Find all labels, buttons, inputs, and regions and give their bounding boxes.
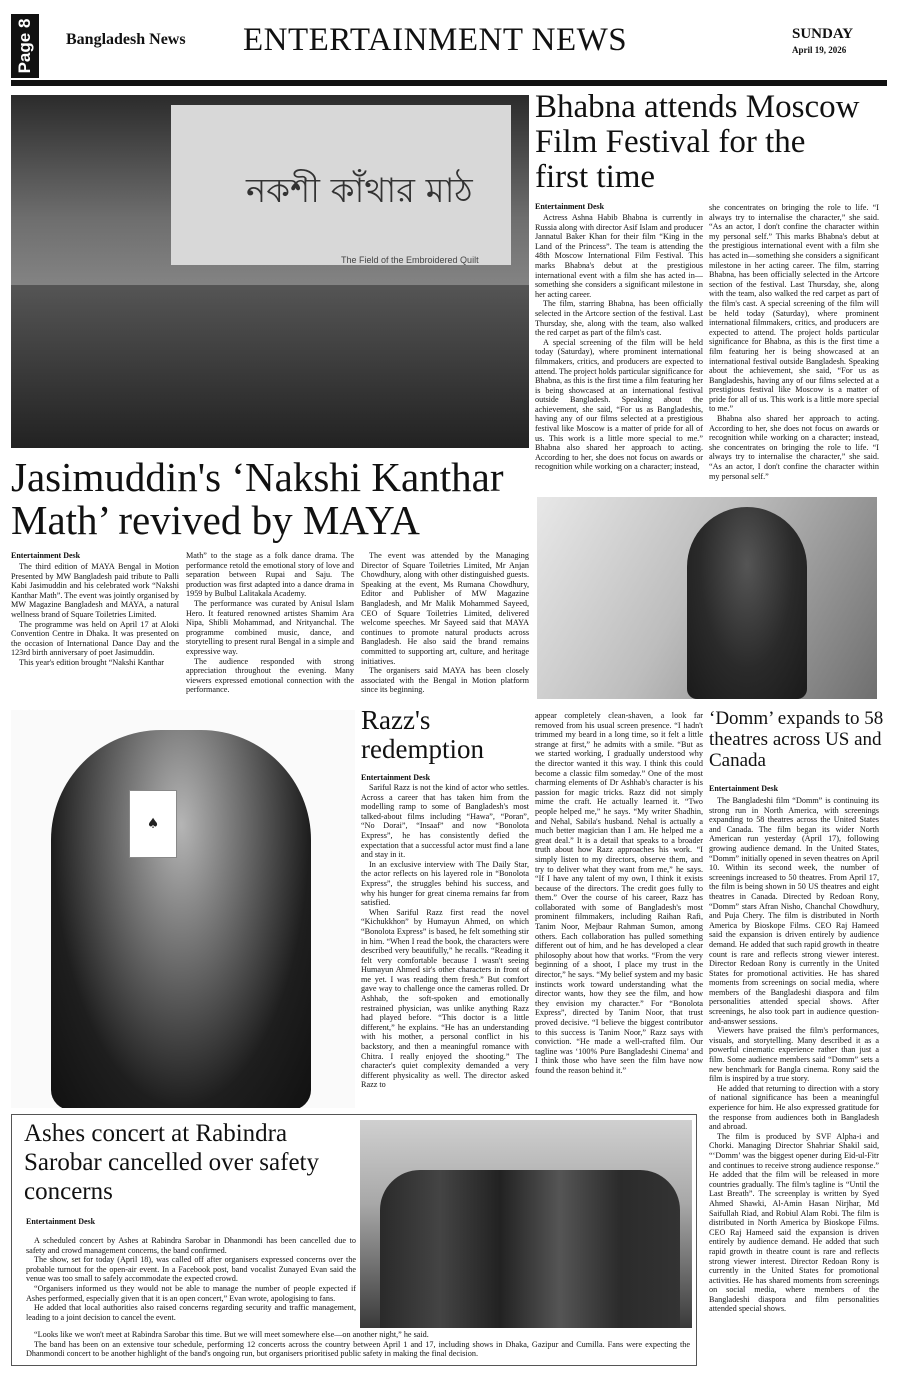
razz-col2 — [535, 711, 703, 1108]
maya-col1 — [11, 562, 179, 704]
maya-col3 — [361, 551, 529, 704]
maya-col2-p2: The performance was curated by Anisul Islam Hero. It featured renowned artistes Shamim Ara Nipa, Shibli Mohammad, and Nrityanchal. The programme combined music, dance, and storytelling to present rural Bengal in a simple and expressive way. — [186, 598, 354, 656]
bhabna-byline: Entertainment Desk — [535, 202, 605, 211]
ashes-p6: The band has been on an extensive tour schedule, performing 12 concerts across the country between April 1 and 17, including shows in Dhaka, Gazipur and Cumilla. Fans were expecting the Dhanmondi concert to be another highlight of the band's ongoing run, but organisers prioritised public safety in making the final decision. — [26, 1339, 690, 1359]
razz-byline: Entertainment Desk — [361, 773, 431, 782]
razz-figure — [51, 730, 311, 1108]
domm-p1: The Bangladeshi film “Domm” is continuing its strong run in North America, with screenings expanding to 58 theatres across the United States and Canada. The film began its wider North American run yesterday (April 17), following growing audience demand. In the United States, “Domm” initially opened in seven theatres on April 10. Within its second week, the number of screenings increased to 50 theatres. From April 17, the film is being shown in 50 US theatres and eight theatres in Canada. Directed by Redoan Rony, “Domm” stars Afran Nisho, Chanchal Chowdhury, and Puja Chery. The film is distributed in North America by Bioskope Films. CEO Raj Hameed said the expansion is driven entirely by audience demand. He added that such rapid growth in theatre count is rare and reflects strong viewer interest. Director Redoan Rony is currently in the United States for promotional activities. He has shared moments from screenings on social media, where members of the Bangladeshi diaspora and film personalities attended special shows. After screenings, he also took part in audience question-and-answer sessions. — [709, 796, 879, 1026]
bhabna-col1-p3: A special screening of the film will be held today (Saturday), where prominent international filmmakers, critics, and producers are expected to attend. The project holds particular significance for Bhabna, as this is the first time a film featuring her is being showcased at an international festival outside Bangladesh. Speaking about the achievement, she said, “For us as Bangladeshis, having any of our films selected at a prestigious festival like Moscow is a matter of pride for all of us. This work is a little more special to me.” Bhabna also shared her approach to acting. According to her, she does not focus on awards or recognition while working on a character; instead, — [535, 337, 703, 472]
razz-headline: Razz's redemption — [361, 705, 484, 764]
maya-col1-p3: This year's edition brought “Nakshi Kanthar — [19, 657, 164, 667]
issue-date: April 19, 2026 — [792, 45, 847, 55]
razz-photo — [11, 710, 355, 1108]
domm-p3: He added that returning to direction with a story of national significance has been a meaningful experience for him. He also expressed gratitude for the response from audiences both in Bangladesh and abroad. — [709, 1083, 879, 1132]
page-label — [11, 14, 39, 78]
bhabna-figure — [687, 507, 807, 699]
domm-p4: The film is produced by SVF Alpha-i and Chorki. Managing Director Shahriar Shakil said, “‘Domm’ was the biggest opener during Eid-ul-Fitr and continues to receive strong audience response.” He added that the film will be released in more countries gradually. The film's tagline is “Until the Last Breath”. The screenplay is written by Syed Ahmed Shawki, Al-Amin Hasan Nirjhar, Md Saifullah Riad, and Robiul Alam Robi. The film is distributed in North America by Bioskope Films. CEO Raj Hameed said the expansion is driven entirely by audience demand. He added that such rapid growth in theatre count is rare and reflects strong viewer interest. Director Redoan Rony is currently in the United States for promotional activities. He has shared moments from screenings on social media, where members of the Bangladeshi diaspora and film personalities attended special shows. — [709, 1131, 879, 1314]
maya-col1-p2: The programme was held on April 17 at Aloki Convention Centre in Dhaka. It was presented on the occasion of International Dance Day and the 123rd birth anniversary of poet Jasimuddin. — [11, 619, 179, 658]
maya-headline: Jasimuddin's ‘Nakshi Kanthar Math’ revived by MAYA — [11, 454, 504, 543]
band-members — [380, 1170, 680, 1328]
razz-col2-p1: appear completely clean-shaven, a look far removed from his usual screen presence. “I hadn't trimmed my beard in a long time, so it felt a little strange at first,” he admits with a smile. “But as we started working, I gradually understood why the director wanted it this way. I think this could become a classic film someday.” One of the most charming elements of Dr Ashhab's character is his passion for magic tricks. Razz did not simply mime the craft. He actually learned it. “Two people helped me,” he says. “My writer Shadhin, and Nehal, Sabila's husband. Nehal is actually a much better magician than I am. He helped me a great deal.” It is a detail that speaks to a broader truth about how Razz approaches his work. “I simply listen to my directors, observe them, and try to deliver what they want from me,” he says. “If I have any talent of my own, I think it exists because of the directors. The credit goes fully to them.” Over the course of his career, Razz has collaborated with some of Bangladesh's most prominent filmmakers, including Raihan Rafi, Tanim Noor, Mejbaur Rahman Sumon, among others. Each collaboration has pulled something different out of him, and he has developed a clear philosophy about how that works. “From the very beginning of a shoot, I place my trust in the director,” he says. “My belief system and my basic instincts work toward understanding what the director wants, how they see the film, and how they envision my character.” For “Bonolota Express”, directed by Tanim Noor, that trust proved decisive. “I believe the biggest contributor to this success is Tanim Noor,” Razz says with conviction. “He made a well-crafted film. Our tagline was ‘100% Pure Bangladeshi Cinema’ and I think those who have seen the film have now found the reason behind it.” — [535, 711, 703, 1075]
maya-col2-p1: Math” to the stage as a folk dance drama. The performance retold the emotional story of love and separation between Rupai and Saju. The production was first adapted into a dance drama in 1959 by Bulbul Lalitakala Academy. — [186, 551, 354, 599]
maya-col3-p1: The event was attended by the Managing Director of Square Toiletries Limited, Mr Anjan Chowdhury, along with other distinguished guests. Speaking at the event, Ms Rumana Chowdhury, Editor and Publisher of MW Magazine Bangladesh, and Mr Malik Mohammed Sayeed, CEO of Square Toiletries Limited, delivered welcome speeches. Mr Sayeed said that MAYA continues to promote natural products across Bangladesh. He also said the brand remains committed to supporting art, culture, and heritage initiatives. — [361, 551, 529, 666]
bhabna-col1-p2: The film, starring Bhabna, has been officially selected in the Artcore section of the festival. Last Thursday, she, along with the team, also walked the red carpet as part of the film's cast. — [535, 299, 703, 338]
ashes-p2: The show, set for today (April 18), was called off after organisers expressed concerns over the probable turnout for the open-air event. In a Facebook post, band vocalist Zunayed Evan said the venue was too small to safely accommodate the expected crowd. — [26, 1255, 356, 1284]
paper-name: Bangladesh News — [66, 31, 186, 48]
playing-card: ♠ — [129, 790, 177, 858]
masthead-rule — [11, 80, 887, 86]
performers-silhouette — [11, 285, 529, 448]
bhabna-photo — [537, 497, 877, 699]
ashes-p3: “Organisers informed us they would not be able to manage the number of people expected if Ashes performed, especially given that it is an open concert,” Evan wrote, apologising to fans. — [26, 1283, 356, 1303]
maya-col3-p2: The organisers said MAYA has been closely associated with the Bengal in Motion platform since its beginning. — [361, 666, 529, 695]
ashes-p5: “Looks like we won't meet at Rabindra Sarobar this time. But we will meet somewhere else—on another night,” he said. — [34, 1330, 429, 1339]
band-photo — [360, 1120, 692, 1328]
razz-col1-p3: When Sariful Razz first read the novel “Kichukkhon” by Humayun Ahmed, on which “Bonolota Express” is based, he felt something stir in him. “When I read the book, the characters were described very beautifully,” he recalls. “Reading it felt very comfortable because I wasn't seeing Humayun Ahmed sir's other characters in front of me yet. I was reading them fresh.” But comfort gave way to challenge once the cameras rolled. Dr Ashhab, the soft-spoken and emotionally restrained physician, was unlike anything Razz had played before. “This doctor is a little different,” he explains. “He has an understanding with his mother, a personal conflict in his backstory, and then a meaningful romance with Chitra. I really enjoyed the shooting.” The character's quiet complexity demanded a very different physicality as well. The director asked Razz to — [361, 907, 529, 1090]
ashes-p4: He added that local authorities also raised concerns regarding security and traffic management, leading to a joint decision to cancel the event. — [26, 1303, 356, 1322]
bhabna-headline: Bhabna attends Moscow Film Festival for the first time — [535, 89, 860, 195]
domm-body — [709, 796, 879, 1364]
bhabna-col2 — [709, 203, 879, 495]
bhabna-col2-p1: she concentrates on bringing the role to life. “I always try to internalise the character,” she said. “As an actor, I don't confine the character within my personal self.” This marks Bhabna's debut at the prestigious international event with a film she has acted in—something she considers a significant milestone in her acting career. The film, starring Bhabna, has been officially selected in the Artcore section of the festival. Last Thursday, she, along with the team, also walked the red carpet as part of the film's cast. A special screening of the film will be held today (Saturday), where prominent international filmmakers, critics, and producers are expected to attend. The project holds particular significance for Bhabna, as this is the first time a film featuring her is being showcased at an international festival outside Bangladesh. Speaking about the achievement, she said, “For us as Bangladeshis, having any of our films selected at a prestigious festival like Moscow is a matter of pride for all of us. This work is a little more special to me.” — [709, 203, 879, 414]
razz-col1-p2: In an exclusive interview with The Daily Star, the actor reflects on his layered role in “Bonolota Express”, the struggles behind his success, and why his hunger for great cinema remains far from satisfied. — [361, 859, 529, 908]
ashes-byline: Entertainment Desk — [26, 1217, 96, 1226]
razz-col1 — [361, 783, 529, 1108]
razz-col1-p1: Sariful Razz is not the kind of actor who settles. Across a career that has taken him from the modelling ramp to some of Bangladesh's most talked-about films including “Hawa”, “Poran”, “No Dorai”, “Insaaf” and now “Bonolota Express”, he has consistently defied the expectation that a successful actor must find a lane and stay in it. — [361, 783, 529, 860]
ashes-body-wide — [26, 1330, 690, 1362]
section-title: ENTERTAINMENT NEWS — [243, 22, 628, 58]
bhabna-col2-p2: Bhabna also shared her approach to acting. According to her, she does not focus on awards or recognition while working on a character; instead, she concentrates on bringing the role to life. “I always try to internalise the character,” she said. “As an actor, I don't confine the character within my personal self.” — [709, 414, 879, 481]
ashes-headline: Ashes concert at Rabindra Sarobar cancelled over safety concerns — [24, 1120, 319, 1205]
stage-banner-subtext: The Field of the Embroidered Quilt — [341, 255, 479, 265]
maya-byline: Entertainment Desk — [11, 551, 81, 560]
domm-byline: Entertainment Desk — [709, 784, 779, 793]
bhabna-col1-p1: Actress Ashna Habib Bhabna is currently in Russia along with director Asif Islam and producer Jannatul Baker Khan for their film “King in the Land of the Princess”. The team is attending the 48th Moscow International Film Festival. This marks Bhabna's debut at the prestigious international event with a film she has acted in—something she considers a significant milestone in her acting career. — [535, 213, 703, 299]
ashes-p1: A scheduled concert by Ashes at Rabindra Sarobar in Dhanmondi has been cancelled due to safety and crowd management concerns, the band confirmed. — [26, 1236, 356, 1255]
maya-col1-p1: The third edition of MAYA Bengal in Motion Presented by MW Bangladesh paid tribute to Palli Kabi Jasimuddin and his celebrated work “Nakshi Kanthar Math”. The event was jointly organised by MW Magazine Bangladesh and MAYA, a natural wellness brand of Square Toiletries Limited. — [11, 562, 179, 619]
maya-col2 — [186, 551, 354, 704]
domm-headline: ‘Domm’ expands to 58 theatres across US and Canada — [709, 708, 884, 771]
maya-col2-p3: The audience responded with strong appreciation throughout the evening. Many viewers expressed emotional connection with the performance. — [186, 656, 354, 695]
stage-banner-text: নকশী কাঁথার মাঠ — [246, 171, 473, 211]
issue-day: SUNDAY — [792, 26, 854, 42]
page-label-text: Page 8 — [15, 18, 34, 74]
bhabna-col1 — [535, 213, 703, 495]
domm-p2: Viewers have praised the film's performances, visuals, and storytelling. Many described it as a powerful cinematic experience rather than just a film. Some audience members said “Domm” sets a new benchmark for Bangla cinema. Rony said the film is inspired by a true story. — [709, 1026, 879, 1084]
stage-photo — [11, 95, 529, 448]
